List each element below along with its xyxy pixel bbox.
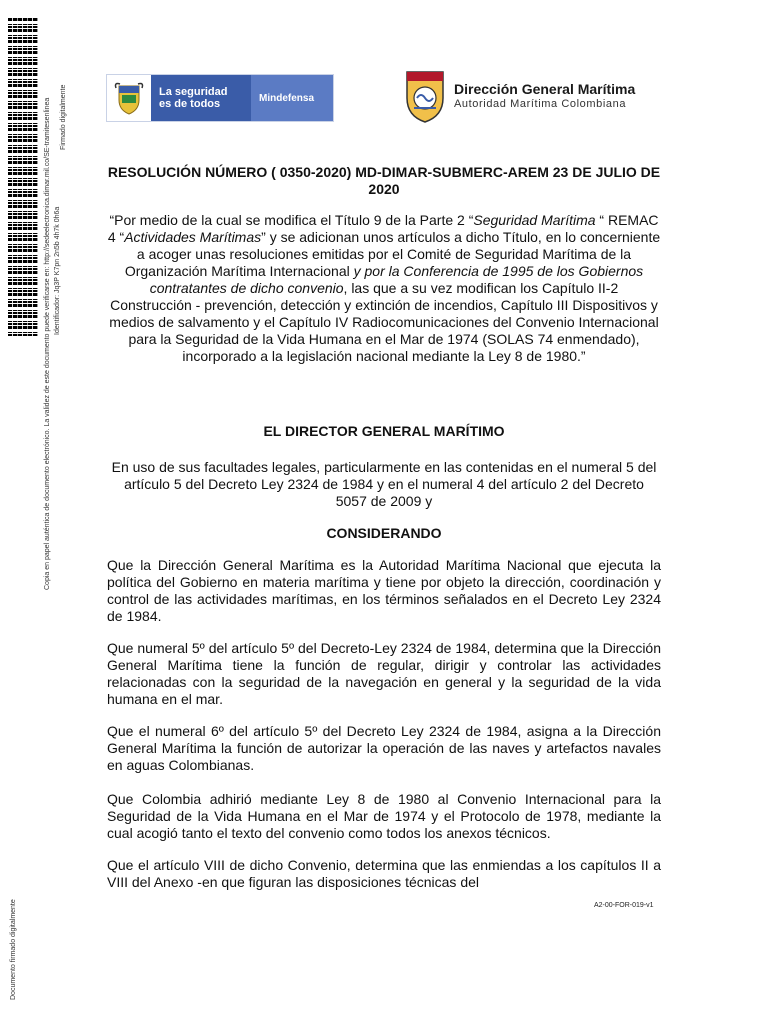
- considerando-heading: CONSIDERANDO: [326, 525, 442, 541]
- mindefensa-logo: [106, 74, 334, 122]
- considerando-paragraph: Que Colombia adhirió mediante Ley 8 de 1980 al Convenio Internacional para la Seguridad de la Vida Humana en el Mar de 1974 y el Protocolo de 1978, mediante la cual acogió tanto el texto del convenio como todos los anexos técnicos.: [107, 791, 661, 841]
- margin-validation-text: Copia en papel auténtica de documento electrónico. La validez de este documento puede verificarse en: http://sedeelectronica.dimar.mil.co/SE-tramitesenlinea: [44, 97, 51, 590]
- ministry-label: Mindefensa: [251, 75, 333, 121]
- director-heading: EL DIRECTOR GENERAL MARÍTIMO: [263, 423, 505, 439]
- purpose-part-c: “ REMAC 4 “: [107, 212, 659, 245]
- considerando-paragraph: Que la Dirección General Marítima es la Autoridad Marítima Nacional que ejecuta la política del Gobierno en materia marítima y tiene por objeto la dirección, coordinación y control de las actividades marítimas, en los términos señalados en el Decreto Ley 2324 de 1984.: [107, 557, 661, 624]
- form-code: A2-00-FOR-019-v1: [594, 902, 654, 909]
- purpose-italic-d: Actividades Marítimas: [124, 229, 262, 245]
- purpose-part-g: , las que a su vez modifican los Capítulo II-2 Construcción - prevención, detección y extinción de incendios, Capítulo III Dispositivos y medios de salvamento y el Capítulo IV Radiocomunicaciones del Convenio Internacional para la Seguridad de la Vida Humana en el Mar de 1974 (SOLAS 74 enmendado), incorporado a la legislación nacional mediante la Ley 8 de 1980.”: [109, 280, 659, 364]
- purpose-part-e: ” y se adicionan unos artículos a dicho Título, en lo concerniente a acoger unas resoluciones emitidas por el Comité de Seguridad Marítima de la Organización Marítima Internacional: [124, 229, 661, 279]
- resolution-purpose: [107, 212, 661, 365]
- purpose-italic-f: y por la Conferencia de 1995 de los Gobiernos contratantes de dicho convenio: [149, 263, 644, 296]
- resolution-title: RESOLUCIÓN NÚMERO ( 0350-2020) MD-DIMAR-SUBMERC-AREM 23 DE JULIO DE 2020: [107, 164, 661, 197]
- dimar-logo: [404, 68, 664, 124]
- considerando-paragraph: Que el numeral 6º del artículo 5º del Decreto Ley 2324 de 1984, asigna a la Dirección General Marítima la función de autorizar la operación de las naves y artefactos navales en aguas Colombianas.: [107, 723, 661, 773]
- dimar-subtitle: Autoridad Marítima Colombiana: [454, 98, 627, 110]
- margin-identifier-text: Identificador: Jq3P K7pn 2n5b 4h7k 0h6a: [54, 206, 61, 335]
- purpose-part-a: “Por medio de la cual se modifica el Título 9 de la Parte 2 “: [109, 212, 474, 228]
- considerando-paragraph: Que numeral 5º del artículo 5º del Decreto-Ley 2324 de 1984, determina que la Dirección General Marítima tiene la función de regular, dirigir y controlar las actividades relacionadas con la seguridad de la navegación en general y la seguridad de la vida humana en el mar.: [107, 640, 661, 707]
- margin-digital-signature-text: Documento firmado digitalmente: [10, 899, 17, 1000]
- dimar-title: Dirección General Marítima: [454, 81, 636, 97]
- considerando-paragraph: Que el artículo VIII de dicho Convenio, determina que las enmiendas a los capítulos II a VIII del Anexo -en que figuran las disposiciones técnicas del: [107, 857, 661, 890]
- slogan-line-2: es de todos: [159, 98, 221, 110]
- slogan-line-1: La seguridad: [159, 86, 228, 98]
- colombia-crest-icon: [107, 75, 151, 121]
- purpose-italic-b: Seguridad Marítima: [473, 212, 596, 228]
- barcode: [8, 18, 38, 336]
- dimar-shield-icon: [404, 68, 446, 124]
- margin-signature-text: Firmado digitalmente: [60, 84, 67, 150]
- seguridad-slogan: [151, 75, 251, 121]
- legal-basis-text: En uso de sus facultades legales, particularmente en las contenidas en el numeral 5 del artículo 5 del Decreto Ley 2324 de 1984 y en el numeral 4 del artículo 2 del Decreto 5057 de 2009 y: [111, 459, 657, 509]
